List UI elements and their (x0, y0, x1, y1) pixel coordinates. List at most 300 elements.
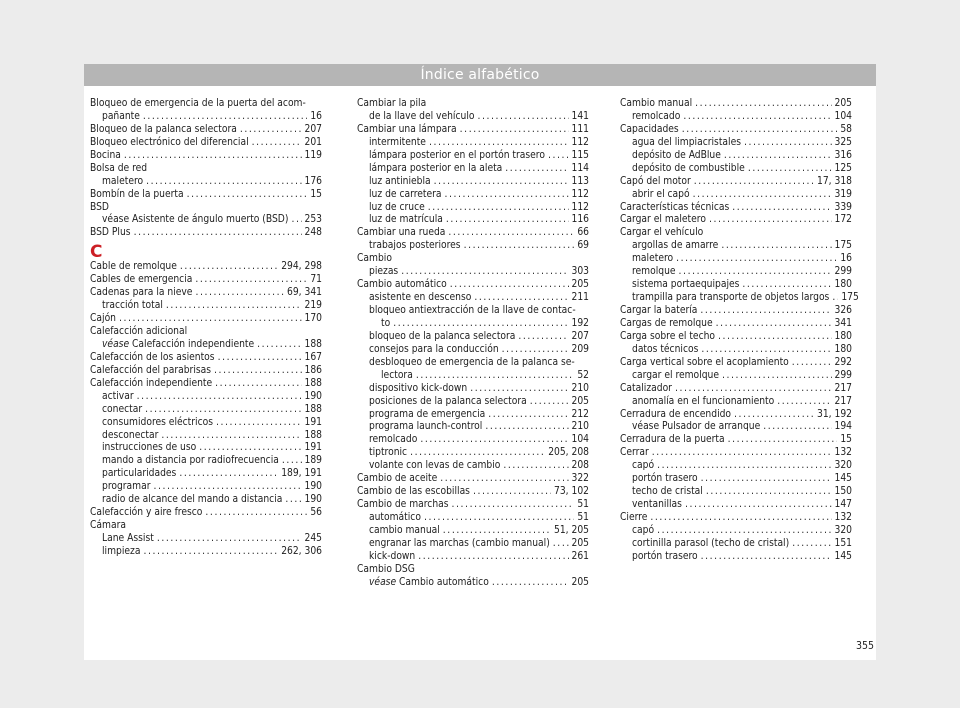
index-entry (620, 214, 852, 227)
index-entry-term: agua del limpiacristales (632, 136, 741, 148)
page-reference: 212 (571, 408, 589, 420)
page-reference: 303 (571, 266, 589, 278)
dot-leader (143, 546, 278, 559)
index-entry (357, 486, 589, 499)
page-reference: 188 (304, 403, 322, 415)
index-entry (90, 214, 322, 227)
dot-leader (657, 525, 831, 538)
index-entry (357, 473, 589, 486)
index-entry-term: Bocina (90, 149, 121, 161)
dot-leader (145, 404, 301, 417)
page-reference: 176 (304, 175, 322, 187)
dot-leader (676, 253, 837, 266)
index-entry-heading: Cargar el vehículo (620, 227, 704, 239)
page-reference: 180 (834, 330, 852, 342)
dot-leader (452, 499, 575, 512)
index-entry (620, 137, 852, 150)
dot-leader (695, 98, 831, 111)
index-entry-term: luz antiniebla (369, 175, 431, 187)
index-entry-term: luz de cruce (369, 201, 425, 213)
dot-leader (401, 266, 568, 279)
index-entry-term: piezas (369, 266, 399, 278)
dot-leader (742, 279, 831, 292)
page-reference: 73, 102 (554, 486, 589, 498)
index-column-3 (620, 98, 859, 564)
dot-leader (166, 300, 302, 313)
index-entry-term: automático (369, 512, 421, 523)
index-entry-term: programar (102, 481, 151, 493)
dot-leader (832, 292, 838, 305)
dot-leader (701, 473, 832, 486)
page-reference: 15 (840, 434, 852, 446)
index-entry (620, 292, 859, 305)
page-reference: 104 (571, 434, 589, 446)
dot-leader (709, 214, 832, 227)
index-entry-term: programa launch-control (369, 421, 483, 433)
dot-leader (195, 274, 307, 287)
index-entry (357, 202, 589, 215)
page-reference: 245 (304, 533, 322, 544)
page-reference: 194 (834, 421, 852, 433)
index-entry-term: datos técnicos (632, 343, 699, 355)
dot-leader (650, 512, 831, 525)
index-entry-term: intermitente (369, 136, 426, 148)
index-entry-term: programa de emergencia (369, 408, 486, 420)
index-entry (357, 499, 589, 512)
dot-leader (728, 434, 838, 447)
page-reference: 319 (834, 188, 852, 200)
page-reference: 188 (304, 338, 322, 350)
index-entry-heading: Bolsa de red (90, 162, 148, 174)
dot-leader (722, 370, 832, 383)
index-entry-term: capó (632, 524, 655, 536)
page-reference: 16 (310, 110, 322, 122)
page-reference: 66 (577, 227, 589, 239)
dot-leader (445, 189, 569, 202)
index-entry-term: depósito de combustible (632, 162, 745, 174)
index-entry-term: cargar el remolque (632, 369, 719, 381)
page-reference: 211 (571, 292, 589, 304)
index-entry-heading: BSD (90, 201, 109, 213)
index-entry (90, 137, 322, 150)
dot-leader (701, 551, 832, 564)
index-entry (90, 391, 322, 404)
dot-leader (700, 305, 831, 318)
index-entry-term: consumidores eléctricos (102, 416, 214, 428)
index-entry (90, 227, 322, 240)
index-entry-term: Cambio automático (357, 279, 447, 291)
index-entry (90, 261, 322, 274)
dot-leader (137, 391, 302, 404)
index-entry-term: bloqueo de la palanca selectora (369, 330, 516, 342)
dot-leader (429, 137, 569, 150)
page-reference: 56 (310, 507, 322, 519)
dot-leader (682, 124, 838, 137)
index-entry-term: Cadenas para la nieve (90, 287, 193, 299)
dot-leader (734, 409, 814, 422)
dot-leader (492, 577, 569, 590)
dot-leader (675, 383, 832, 396)
dot-leader (218, 352, 302, 365)
page-reference: 316 (834, 149, 852, 161)
index-entry (357, 460, 589, 473)
index-letter-heading: C (90, 242, 103, 263)
index-entry (90, 378, 322, 391)
page-reference: 292 (834, 356, 852, 368)
page-reference: 322 (571, 473, 589, 485)
dot-leader (721, 240, 831, 253)
index-entry-heading: Cambiar la pila (357, 98, 427, 109)
index-entry-term: Características técnicas (620, 201, 730, 213)
page-reference: 175 (834, 240, 852, 252)
index-entry (357, 124, 589, 137)
dot-leader (393, 318, 568, 331)
dot-leader (180, 261, 278, 274)
index-entry-term: instrucciones de uso (102, 442, 197, 454)
page-reference: 261 (571, 550, 589, 562)
index-entry (620, 189, 852, 202)
page-reference: 186 (304, 364, 322, 376)
page-reference: 205 (571, 279, 589, 291)
page-reference: 205 (571, 576, 589, 588)
dot-leader (763, 421, 831, 434)
index-entry-heading: bloqueo antiextracción de la llave de contac- (369, 305, 576, 316)
page-reference: 145 (834, 550, 852, 562)
index-entry (620, 538, 852, 551)
index-entry-term: tracción total (102, 300, 163, 312)
index-entry (357, 434, 589, 447)
dot-leader (216, 417, 301, 430)
index-entry (620, 525, 852, 538)
index-entry (357, 189, 589, 202)
index-entry (620, 331, 852, 344)
index-entry-term: Bloqueo de la palanca selectora (90, 123, 237, 135)
page-reference: 51 (577, 499, 589, 511)
page-reference: 208 (571, 460, 589, 472)
dot-leader (291, 214, 301, 227)
index-entry-term: Cambiar una lámpara (357, 123, 457, 135)
index-entry-term: Carga sobre el techo (620, 330, 716, 342)
dot-leader (503, 460, 568, 473)
index-entry (620, 473, 852, 486)
index-entry-term: portón trasero (632, 550, 698, 562)
index-entry-term: trabajos posteriores (369, 240, 461, 252)
index-entry-term: engranar las marchas (cambio manual) (369, 537, 550, 549)
index-entry (90, 150, 322, 163)
page-reference: 147 (834, 499, 852, 511)
index-entry (357, 111, 589, 124)
index-entry (357, 370, 589, 383)
see-reference-label: véase (102, 338, 130, 350)
page-reference: 190 (304, 494, 322, 506)
index-entry (357, 318, 589, 331)
index-entry-term: sistema portaequipajes (632, 279, 740, 291)
page-reference: 209 (571, 343, 589, 355)
page-reference: 172 (834, 214, 852, 226)
dot-leader (119, 313, 302, 326)
index-entry-term: remolcado (369, 434, 418, 446)
index-entry (620, 266, 852, 279)
index-entry (620, 240, 852, 253)
page-reference: 116 (571, 214, 589, 226)
page-reference: 191 (304, 442, 322, 454)
dot-leader (410, 447, 545, 460)
page-reference: 299 (834, 266, 852, 278)
page-reference: 326 (834, 305, 852, 316)
page-reference: 189 (304, 455, 322, 467)
dot-leader (679, 266, 832, 279)
page-reference: 294, 298 (281, 261, 322, 273)
index-entry-term: Cierre (620, 512, 648, 523)
dot-leader (420, 434, 568, 447)
dot-leader (701, 344, 831, 357)
page-reference: 207 (304, 123, 322, 135)
index-entry-term: Calefacción del parabrisas (90, 364, 212, 376)
index-entry-term: Cerradura de encendido (620, 408, 732, 420)
page-reference: 205 (571, 537, 589, 549)
dot-leader (716, 318, 832, 331)
page-reference: 299 (834, 369, 852, 381)
index-entry (620, 460, 852, 473)
index-entry (90, 111, 322, 124)
index-entry (620, 202, 852, 215)
index-entry (90, 124, 322, 137)
dot-leader (195, 287, 284, 300)
index-entry (620, 409, 852, 422)
index-entry (90, 442, 322, 455)
index-entry-term: volante con levas de cambio (369, 460, 501, 472)
page-reference: 113 (571, 175, 589, 187)
index-entry-term: ventanillas (632, 499, 682, 511)
dot-leader (134, 227, 302, 240)
page-reference: 132 (834, 512, 852, 523)
index-entry (620, 551, 852, 564)
index-entry (620, 396, 852, 409)
page-reference: 112 (571, 201, 589, 213)
index-entry (90, 189, 322, 202)
dot-leader (474, 292, 568, 305)
index-entry (357, 538, 589, 551)
dot-leader (505, 163, 568, 176)
index-entry-term: lámpara posterior en el portón trasero (369, 149, 545, 161)
index-entry-term: de la llave del vehículo (369, 110, 475, 122)
index-entry (620, 434, 852, 447)
page-reference: 69, 341 (287, 287, 322, 299)
index-entry-term: Lane Assist (102, 533, 154, 544)
index-entry-term: trampilla para transporte de objetos largos (632, 292, 830, 304)
see-reference-target: Cambio automático (396, 576, 489, 588)
page-number: 355 (855, 640, 874, 652)
dot-leader (683, 111, 831, 124)
index-entry (90, 430, 322, 443)
dot-leader (460, 124, 569, 137)
index-entry-term: consejos para la conducción (369, 343, 499, 355)
index-entry-term: depósito de AdBlue (632, 149, 721, 161)
page-reference: 180 (834, 279, 852, 291)
page-reference: 111 (571, 123, 589, 135)
dot-leader (440, 473, 568, 486)
index-entry (620, 383, 852, 396)
page-reference: 170 (304, 313, 322, 325)
index-entry-term: lectora (381, 369, 413, 381)
index-entry-term: Bombín de la puerta (90, 188, 184, 200)
index-entry-term: asistente en descenso (369, 292, 472, 304)
index-entry-term: Calefacción de los asientos (90, 351, 215, 363)
index-entry (620, 499, 852, 512)
index-page (84, 64, 876, 660)
page-reference: 52 (577, 369, 589, 381)
index-entry (90, 455, 322, 468)
index-entry-term: portón trasero (632, 473, 698, 485)
index-entry-term: anomalía en el funcionamiento (632, 395, 775, 407)
see-reference-target: Calefacción independiente (129, 338, 255, 350)
index-entry-heading: Calefacción adicional (90, 326, 188, 337)
index-entry (357, 331, 589, 344)
page-reference: 114 (571, 162, 589, 174)
index-entry (90, 365, 322, 378)
page-reference: 190 (304, 481, 322, 493)
page-reference: 145 (834, 473, 852, 485)
index-entry (620, 163, 852, 176)
index-entry-term: abrir el capó (632, 188, 690, 200)
index-entry-term: Cajón (90, 313, 116, 325)
dot-leader (205, 507, 307, 520)
dot-leader (744, 137, 832, 150)
index-entry-term: pañante (102, 110, 140, 122)
dot-leader (157, 533, 302, 546)
dot-leader (153, 481, 301, 494)
dot-leader (518, 331, 568, 344)
index-entry (90, 546, 322, 559)
index-entry (90, 481, 322, 494)
page-reference: 217 (834, 395, 852, 407)
page-reference: 112 (571, 188, 589, 200)
index-entry-term: desconectar (102, 429, 159, 441)
index-column-1 (90, 98, 322, 559)
page-reference: 15 (310, 188, 322, 200)
dot-leader (485, 421, 568, 434)
page-reference: 262, 306 (281, 545, 322, 557)
index-entry (357, 396, 589, 409)
index-entry-term: luz de matrícula (369, 214, 443, 226)
dot-leader (693, 189, 832, 202)
dot-leader (161, 430, 301, 443)
dot-leader (443, 525, 551, 538)
index-entry-term: Cerrar (620, 447, 649, 459)
dot-leader (724, 150, 832, 163)
index-entry (620, 421, 852, 434)
index-entry (90, 352, 322, 365)
index-entry (357, 214, 589, 227)
index-entry (620, 344, 852, 357)
index-entry-term: Calefacción independiente (90, 377, 213, 389)
index-entry-term: Capó del motor (620, 175, 691, 187)
index-entry (90, 468, 322, 481)
page-reference: 16 (840, 253, 852, 265)
dot-leader (464, 240, 575, 253)
dot-leader (416, 370, 575, 383)
index-entry-term: mando a distancia por radiofrecuencia (102, 455, 279, 467)
dot-leader (146, 176, 301, 189)
page-reference: 253 (304, 214, 322, 226)
index-entry (620, 150, 852, 163)
page-reference: 189, 191 (281, 468, 322, 480)
page-reference: 188 (304, 377, 322, 389)
index-entry (90, 404, 322, 417)
index-entry (357, 163, 589, 176)
dot-leader (179, 468, 278, 481)
page-reference: 205 (834, 98, 852, 109)
index-entry (357, 227, 589, 240)
index-entry (357, 525, 589, 538)
dot-leader (448, 227, 574, 240)
see-reference-label: véase (369, 576, 397, 588)
page-reference: 219 (304, 300, 322, 312)
index-entry (357, 292, 589, 305)
dot-leader (470, 383, 568, 396)
index-entry-term: Cargar la batería (620, 305, 698, 316)
page-reference: 167 (304, 351, 322, 363)
index-entry-term: Carga vertical sobre el acoplamiento (620, 356, 789, 368)
index-entry-term: techo de cristal (632, 486, 703, 498)
index-entry-term: Capacidades (620, 123, 679, 135)
index-entry (357, 409, 589, 422)
page-reference: 180 (834, 343, 852, 355)
index-entry-term: cortinilla parasol (techo de cristal) (632, 537, 790, 549)
index-entry (90, 274, 322, 287)
index-entry-heading: Bloqueo de emergencia de la puerta del acom- (90, 98, 306, 109)
dot-leader (434, 176, 569, 189)
dot-leader (240, 124, 302, 137)
page-reference: 17, 318 (817, 175, 852, 187)
index-entry-term: véase Pulsador de arranque (632, 421, 761, 433)
index-entry (620, 98, 852, 111)
page-reference: 112 (571, 136, 589, 148)
index-entry-term: capó (632, 460, 655, 472)
index-entry (357, 512, 589, 525)
dot-leader (706, 486, 832, 499)
page-reference: 188 (304, 429, 322, 441)
page-reference: 190 (304, 390, 322, 402)
dot-leader (124, 150, 302, 163)
index-entry (620, 111, 852, 124)
index-entry-term: luz de carretera (369, 188, 442, 200)
index-entry (90, 417, 322, 430)
page-reference: 205 (571, 395, 589, 407)
dot-leader (748, 163, 832, 176)
dot-leader (199, 442, 301, 455)
index-entry (620, 305, 852, 318)
dot-leader (215, 378, 301, 391)
dot-leader (732, 202, 831, 215)
page-reference: 51 (577, 512, 589, 523)
index-entry-term: posiciones de la palanca selectora (369, 395, 527, 407)
page-reference: 141 (571, 110, 589, 122)
index-entry (90, 287, 322, 300)
index-entry-term: Cable de remolque (90, 261, 177, 273)
index-entry-term: Cargas de remolque (620, 317, 713, 329)
index-entry (620, 124, 852, 137)
page-reference: 115 (571, 149, 589, 161)
dot-leader (214, 365, 301, 378)
index-entry (620, 318, 852, 331)
index-entry-term: to (381, 317, 391, 329)
page-reference: 320 (834, 524, 852, 536)
page-reference: 217 (834, 382, 852, 394)
index-entry-term: particularidades (102, 468, 177, 480)
dot-leader (652, 447, 832, 460)
index-entry-term: Cargar el maletero (620, 214, 706, 226)
